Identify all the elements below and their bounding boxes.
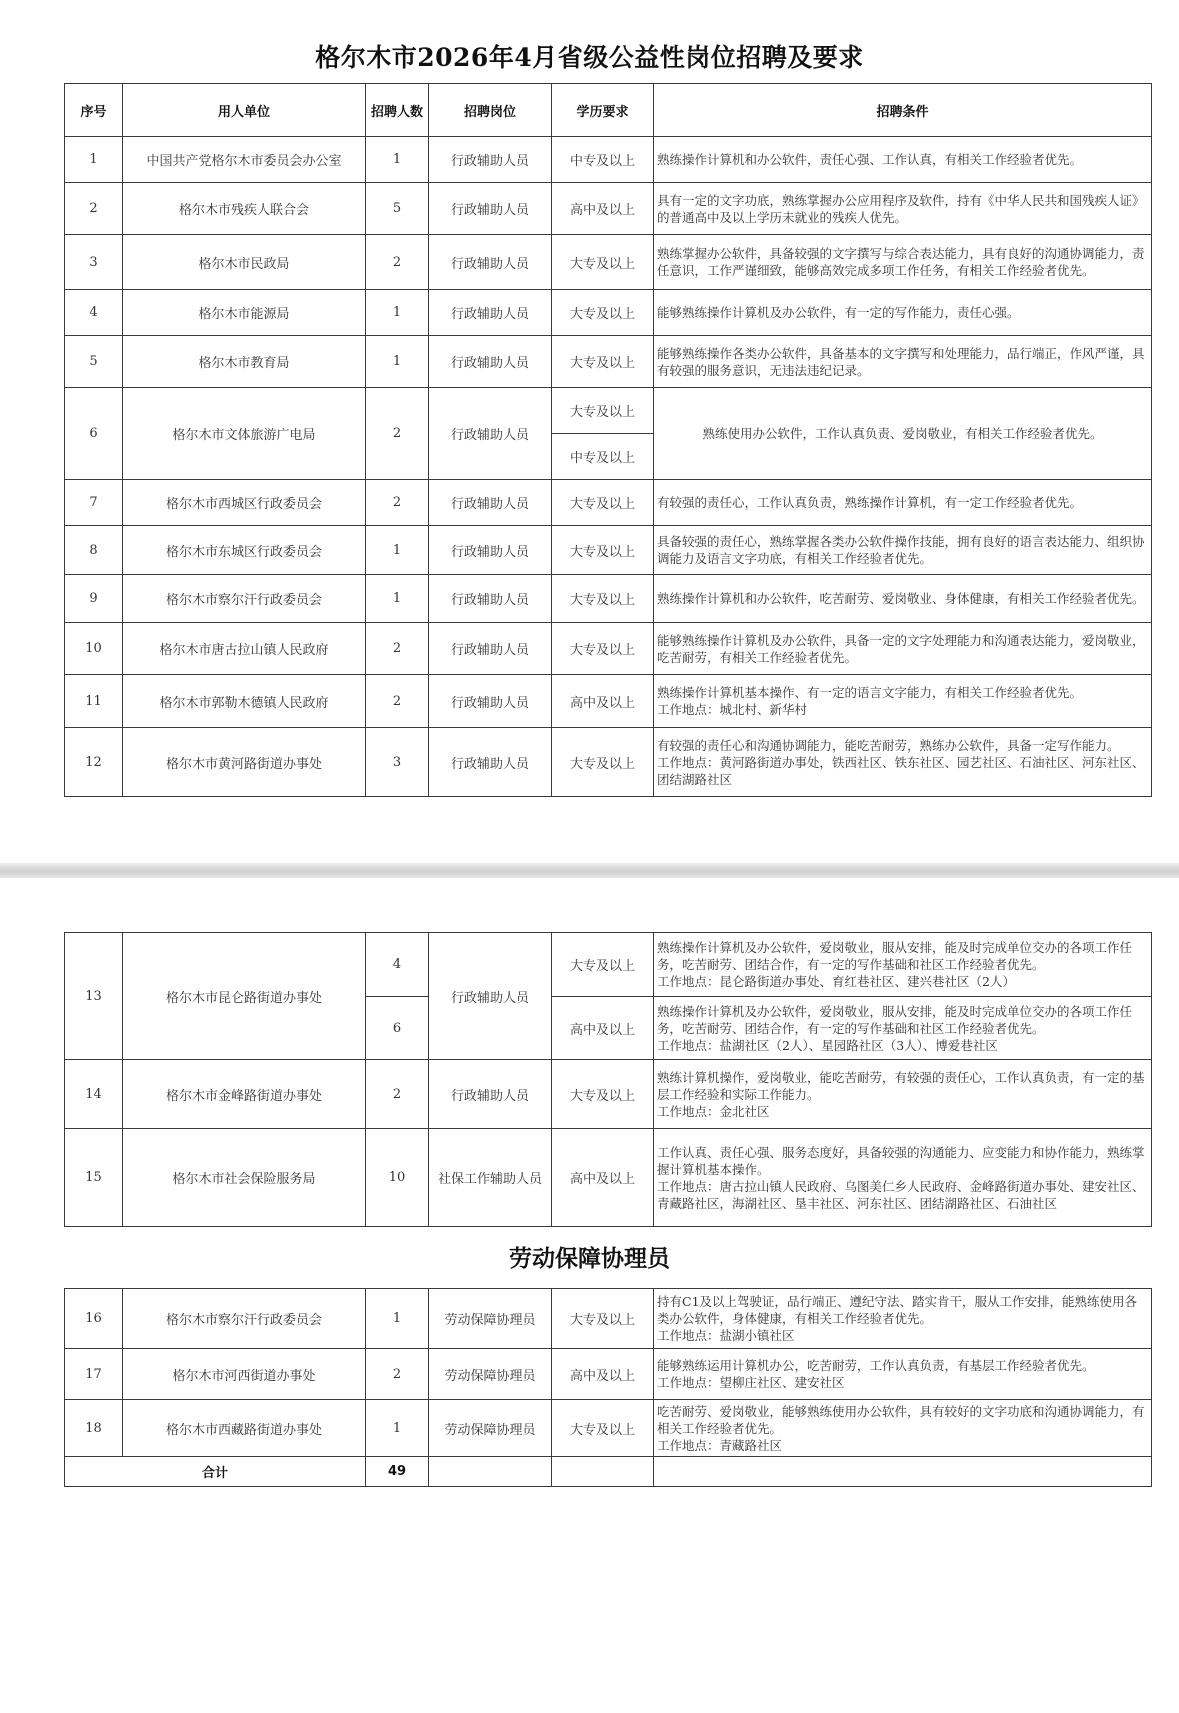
row-post: 行政辅助人员 (429, 623, 552, 675)
row-conditions (654, 137, 1152, 183)
row-conditions (654, 623, 1152, 675)
row-count: 4 (366, 933, 429, 997)
row-count: 2 (366, 1349, 429, 1400)
row-edu: 大专及以上 (552, 728, 654, 797)
table-row (65, 1349, 1152, 1400)
row-conditions (654, 1060, 1152, 1129)
row-post: 行政辅助人员 (429, 235, 552, 290)
row-no: 1 (65, 137, 123, 183)
condition-text: 熟练操作计算机和办公软件，吃苦耐劳、爱岗敬业、身体健康，有相关工作经验者优先。 (657, 591, 1145, 606)
work-location-text: 工作地点：城北村、新华村 (657, 702, 808, 717)
table-row (65, 388, 1152, 434)
row-no: 8 (65, 526, 123, 575)
work-location-text: 工作地点：盐湖小镇社区 (657, 1328, 795, 1343)
row-count: 1 (366, 290, 429, 336)
row-no: 12 (65, 728, 123, 797)
total-empty-edu (552, 1457, 654, 1487)
row-conditions (654, 728, 1152, 797)
header-edu: 学历要求 (552, 84, 654, 137)
total-empty-post (429, 1457, 552, 1487)
row-edu: 中专及以上 (552, 434, 654, 480)
row-no: 11 (65, 675, 123, 728)
row-unit: 格尔木市唐古拉山镇人民政府 (123, 623, 366, 675)
work-location-text: 工作地点：黄河路街道办事处，铁西社区、铁东社区、园艺社区、石油社区、河东社区、团结湖路社区 (657, 754, 1145, 787)
row-post: 行政辅助人员 (429, 336, 552, 388)
condition-text: 持有C1及以上驾驶证，品行端正、遵纪守法、踏实肯干，服从工作安排，能熟练使用各类办公软件，身体健康，有相关工作经验者优先。 (657, 1294, 1138, 1326)
condition-text: 吃苦耐劳、爱岗敬业，能够熟练使用办公软件，具有较好的文字功底和沟通协调能力，有相关工作经验者优先。 (657, 1403, 1145, 1436)
row-count: 5 (366, 183, 429, 235)
condition-text: 工作认真、责任心强、服务态度好，具备较强的沟通能力、应变能力和协作能力，熟练掌握计算机基本操作。 (657, 1144, 1145, 1177)
row-conditions (654, 1400, 1152, 1457)
table-row (65, 1129, 1152, 1227)
row-edu: 大专及以上 (552, 933, 654, 997)
row-post: 行政辅助人员 (429, 290, 552, 336)
row-conditions (654, 933, 1152, 997)
document-title: 格尔木市2026年4月省级公益性岗位招聘及要求 (315, 43, 864, 72)
row-conditions (654, 997, 1152, 1060)
row-unit: 格尔木市西城区行政委员会 (123, 480, 366, 526)
row-edu: 高中及以上 (552, 675, 654, 728)
row-unit: 格尔木市郭勒木德镇人民政府 (123, 675, 366, 728)
row-count: 1 (366, 1289, 429, 1349)
header-conditions: 招聘条件 (654, 84, 1152, 137)
condition-text: 熟练操作计算机和办公软件，责任心强、工作认真，有相关工作经验者优先。 (657, 152, 1083, 167)
row-edu: 高中及以上 (552, 997, 654, 1060)
row-count: 1 (366, 575, 429, 623)
row-edu: 大专及以上 (552, 336, 654, 388)
condition-text: 熟练计算机操作，爱岗敬业，能吃苦耐劳，有较强的责任心，工作认真负责，有一定的基层工作经验和实际工作能力。 (657, 1069, 1145, 1102)
row-post: 行政辅助人员 (429, 137, 552, 183)
table-row (65, 675, 1152, 728)
recruitment-table-page2 (64, 932, 1152, 1227)
table-row (65, 1400, 1152, 1457)
total-empty-conditions (654, 1457, 1152, 1487)
condition-text: 能够熟练操作各类办公软件，具备基本的文字撰写和处理能力，品行端正，作风严谨，具有较强的服务意识，无违法违纪记录。 (657, 345, 1145, 378)
row-count: 10 (366, 1129, 429, 1227)
row-no: 2 (65, 183, 123, 235)
row-unit: 格尔木市民政局 (123, 235, 366, 290)
row-unit: 格尔木市教育局 (123, 336, 366, 388)
row-count: 2 (366, 623, 429, 675)
condition-text: 熟练掌握办公软件，具备较强的文字撰写与综合表达能力，具有良好的沟通协调能力，责任意识，工作严谨细致，能够高效完成多项工作任务，有相关工作经验者优先。 (657, 246, 1145, 278)
row-no: 5 (65, 336, 123, 388)
row-edu: 大专及以上 (552, 526, 654, 575)
row-conditions (654, 235, 1152, 290)
row-no: 13 (65, 933, 123, 1060)
row-unit: 格尔木市察尔汗行政委员会 (123, 1289, 366, 1349)
row-no: 3 (65, 235, 123, 290)
row-count: 6 (366, 997, 429, 1060)
row-conditions (654, 575, 1152, 623)
row-conditions (654, 336, 1152, 388)
table-row (65, 137, 1152, 183)
table-row (65, 575, 1152, 623)
row-count: 1 (366, 1400, 429, 1457)
header-post: 招聘岗位 (429, 84, 552, 137)
work-location-text: 工作地点：唐古拉山镇人民政府、乌图美仁乡人民政府、金峰路街道办事处、建安社区、青藏路社区，海湖社区、垦丰社区、河东社区、团结湖路社区、石油社区 (657, 1178, 1145, 1211)
row-edu: 大专及以上 (552, 388, 654, 434)
recruitment-table-page1 (64, 83, 1152, 797)
row-post: 行政辅助人员 (429, 526, 552, 575)
header-count: 招聘人数 (366, 84, 429, 137)
work-location-text: 工作地点：盐湖社区（2人）、星园路社区（3人）、博爱巷社区 (657, 1037, 998, 1053)
row-edu: 大专及以上 (552, 1060, 654, 1129)
condition-text: 能够熟练运用计算机办公，吃苦耐劳，工作认真负责，有基层工作经验者优先。 (657, 1358, 1095, 1373)
table-row (65, 336, 1152, 388)
row-conditions (654, 388, 1152, 480)
condition-text: 具备较强的责任心，熟练掌握各类办公软件操作技能，拥有良好的语言表达能力、组织协调能力及语言文字功底，有相关工作经验者优先。 (657, 534, 1145, 566)
row-unit: 格尔木市昆仑路街道办事处 (123, 933, 366, 1060)
row-unit: 格尔木市金峰路街道办事处 (123, 1060, 366, 1129)
table-row (65, 728, 1152, 797)
row-no: 4 (65, 290, 123, 336)
table-row (65, 183, 1152, 235)
row-unit: 格尔木市河西街道办事处 (123, 1349, 366, 1400)
table-row (65, 623, 1152, 675)
row-no: 9 (65, 575, 123, 623)
work-location-text: 工作地点：青藏路社区 (657, 1437, 783, 1453)
row-post: 劳动保障协理员 (429, 1289, 552, 1349)
row-count: 3 (366, 728, 429, 797)
row-count: 1 (366, 336, 429, 388)
row-count: 1 (366, 526, 429, 575)
row-post: 行政辅助人员 (429, 183, 552, 235)
page-separator (0, 863, 1179, 878)
condition-text: 能够熟练操作计算机及办公软件，具备一定的文字处理能力和沟通表达能力，爱岗敬业，吃苦耐劳，有相关工作经验者优先。 (657, 632, 1145, 665)
row-post: 行政辅助人员 (429, 480, 552, 526)
row-count: 2 (366, 235, 429, 290)
row-no: 16 (65, 1289, 123, 1349)
condition-text: 能够熟练操作计算机及办公软件，有一定的写作能力，责任心强。 (657, 305, 1020, 320)
row-conditions (654, 526, 1152, 575)
row-count: 2 (366, 675, 429, 728)
row-unit: 格尔木市文体旅游广电局 (123, 388, 366, 480)
table-header-row (65, 84, 1152, 137)
row-unit: 格尔木市西藏路街道办事处 (123, 1400, 366, 1457)
row-conditions (654, 1129, 1152, 1227)
row-post: 行政辅助人员 (429, 1060, 552, 1129)
row-count: 2 (366, 480, 429, 526)
row-unit: 格尔木市察尔汗行政委员会 (123, 575, 366, 623)
row-unit: 格尔木市黄河路街道办事处 (123, 728, 366, 797)
table-row (65, 1060, 1152, 1129)
row-unit: 中国共产党格尔木市委员会办公室 (123, 137, 366, 183)
row-edu: 大专及以上 (552, 480, 654, 526)
work-location-text: 工作地点：金北社区 (657, 1103, 770, 1119)
row-unit: 格尔木市东城区行政委员会 (123, 526, 366, 575)
row-no: 17 (65, 1349, 123, 1400)
condition-text: 熟练操作计算机及办公软件，爱岗敬业，服从安排，能及时完成单位交办的各项工作任务，吃苦耐劳、团结合作，有一定的写作基础和社区工作经验者优先。 (657, 1003, 1133, 1036)
row-no: 10 (65, 623, 123, 675)
table-row (65, 526, 1152, 575)
condition-text: 熟练操作计算机及办公软件，爱岗敬业，服从安排，能及时完成单位交办的各项工作任务，吃苦耐劳、团结合作，有一定的写作基础和社区工作经验者优先。 (657, 940, 1133, 972)
row-no: 7 (65, 480, 123, 526)
row-conditions (654, 183, 1152, 235)
total-row (65, 1457, 1152, 1487)
row-no: 18 (65, 1400, 123, 1457)
total-count: 49 (366, 1457, 429, 1487)
row-no: 14 (65, 1060, 123, 1129)
row-edu: 大专及以上 (552, 235, 654, 290)
row-no: 15 (65, 1129, 123, 1227)
row-post: 行政辅助人员 (429, 575, 552, 623)
header-unit: 用人单位 (123, 84, 366, 137)
table-row (65, 1289, 1152, 1349)
row-post: 行政辅助人员 (429, 728, 552, 797)
row-unit: 格尔木市残疾人联合会 (123, 183, 366, 235)
table-row (65, 480, 1152, 526)
table-row (65, 290, 1152, 336)
row-conditions (654, 1349, 1152, 1400)
table-row (65, 235, 1152, 290)
labor-assistant-table (64, 1288, 1152, 1487)
condition-text: 熟练使用办公软件，工作认真负责、爱岗敬业，有相关工作经验者优先。 (702, 426, 1103, 441)
header-no: 序号 (65, 84, 123, 137)
condition-text: 有较强的责任心，工作认真负责，熟练操作计算机，有一定工作经验者优先。 (657, 495, 1083, 510)
condition-text: 具有一定的文字功底，熟练掌握办公应用程序及软件，持有《中华人民共和国残疾人证》的普通高中及以上学历未就业的残疾人优先。 (657, 192, 1145, 225)
row-post: 劳动保障协理员 (429, 1400, 552, 1457)
row-edu: 大专及以上 (552, 1289, 654, 1349)
row-count: 2 (366, 1060, 429, 1129)
row-unit: 格尔木市能源局 (123, 290, 366, 336)
row-count: 2 (366, 388, 429, 480)
row-conditions (654, 1289, 1152, 1349)
row-conditions (654, 290, 1152, 336)
row-conditions (654, 675, 1152, 728)
condition-text: 熟练操作计算机基本操作、有一定的语言文字能力，有相关工作经验者优先。 (657, 685, 1083, 700)
row-edu: 大专及以上 (552, 1400, 654, 1457)
row-post: 行政辅助人员 (429, 933, 552, 1060)
row-post: 行政辅助人员 (429, 388, 552, 480)
work-location-text: 工作地点：望柳庄社区、建安社区 (657, 1375, 845, 1390)
row-edu: 高中及以上 (552, 183, 654, 235)
row-post: 社保工作辅助人员 (429, 1129, 552, 1227)
row-post: 行政辅助人员 (429, 675, 552, 728)
row-edu: 高中及以上 (552, 1129, 654, 1227)
row-unit: 格尔木市社会保险服务局 (123, 1129, 366, 1227)
condition-text: 有较强的责任心和沟通协调能力，能吃苦耐劳，熟练办公软件，具备一定写作能力。 (657, 737, 1120, 753)
section-title-labor: 劳动保障协理员 (509, 1245, 670, 1272)
row-edu: 中专及以上 (552, 137, 654, 183)
row-no: 6 (65, 388, 123, 480)
row-count: 1 (366, 137, 429, 183)
table-row (65, 933, 1152, 997)
total-label: 合计 (65, 1457, 366, 1487)
row-edu: 大专及以上 (552, 575, 654, 623)
row-post: 劳动保障协理员 (429, 1349, 552, 1400)
work-location-text: 工作地点：昆仑路街道办事处、育红巷社区、建兴巷社区（2人） (657, 974, 1015, 989)
row-edu: 大专及以上 (552, 290, 654, 336)
row-edu: 大专及以上 (552, 623, 654, 675)
row-conditions (654, 480, 1152, 526)
row-edu: 高中及以上 (552, 1349, 654, 1400)
